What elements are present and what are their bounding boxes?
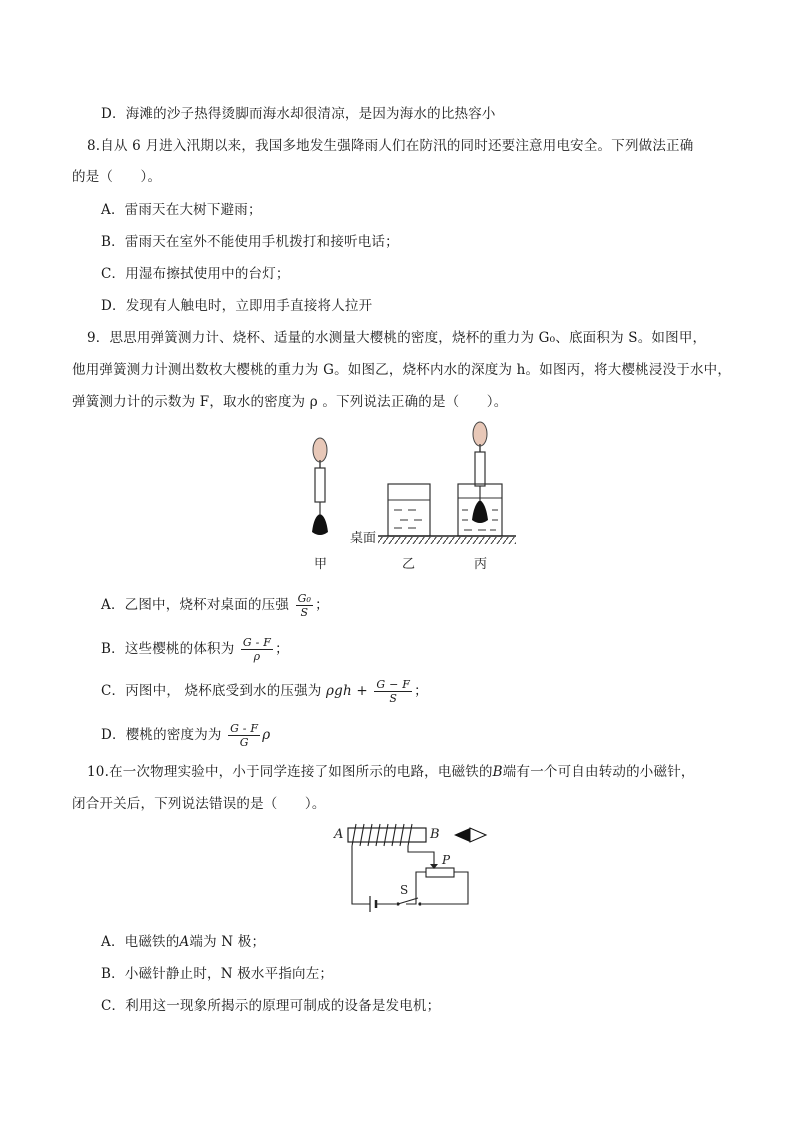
q10-circuit-figure bbox=[330, 820, 500, 916]
q9-a-den: S bbox=[300, 606, 309, 619]
q8-option-c: C．用湿布擦拭使用中的台灯； bbox=[101, 266, 290, 282]
q8-option-b: B．雷雨天在室外不能使用手机拨打和接听电话； bbox=[101, 234, 399, 250]
q9-d-text: D．樱桃的密度为为 bbox=[101, 727, 222, 743]
q9-stem-line1: 9．思思用弹簧测力计、烧杯、适量的水测量大樱桃的密度，烧杯的重力为 G₀、底面积为 S。如图甲， bbox=[87, 330, 707, 346]
q9-b-fraction bbox=[241, 636, 273, 663]
q9-d-fraction bbox=[228, 722, 260, 749]
q10-stem-line1 bbox=[87, 760, 695, 780]
rheostat bbox=[426, 868, 454, 877]
q9-option-a bbox=[101, 592, 329, 619]
q10-a-rest: 端为 N 极； bbox=[189, 934, 266, 950]
q9-c-den: S bbox=[389, 692, 398, 705]
q10-stem-c: 端有一个可自由转动的小磁针， bbox=[502, 764, 695, 780]
q9-a-post: ； bbox=[315, 597, 329, 613]
label-B: B bbox=[430, 827, 440, 842]
label-yi: 乙 bbox=[402, 557, 416, 572]
q9-figure bbox=[290, 420, 530, 580]
q9-b-num: G - F bbox=[242, 636, 272, 649]
q10-stem-line2: 闭合开关后，下列说法错误的是（ ）。 bbox=[72, 796, 326, 812]
q10-option-a bbox=[101, 930, 265, 950]
q9-b-den: ρ bbox=[253, 650, 261, 663]
q9-option-c bbox=[101, 678, 428, 705]
figure-bing-beaker-scale bbox=[458, 422, 502, 536]
figure-jia-scale bbox=[312, 438, 328, 535]
q10-a-letter: A bbox=[179, 934, 190, 950]
q9-c-text: C．丙图中， 烧杯底受到水的压强为 bbox=[101, 683, 322, 699]
q9-c-post: ； bbox=[414, 683, 428, 699]
q10-option-c: C．利用这一现象所揭示的原理可制成的设备是发电机； bbox=[101, 998, 441, 1014]
q9-d-post: ρ bbox=[262, 727, 271, 743]
q9-a-num: G₀ bbox=[297, 592, 312, 605]
q10-stem-b: B bbox=[492, 764, 503, 780]
q9-option-b bbox=[101, 636, 289, 663]
q9-option-d bbox=[101, 722, 270, 749]
q9-c-term: ρgh + bbox=[326, 683, 368, 699]
label-table: 桌面 bbox=[350, 531, 377, 546]
q9-b-text: B．这些樱桃的体积为 bbox=[101, 641, 235, 657]
q9-stem-line2: 他用弹簧测力计测出数枚大樱桃的重力为 G。如图乙，烧杯内水的深度为 h。如图丙，将大樱桃浸没于水中， bbox=[72, 362, 732, 378]
compass-needle-icon bbox=[454, 828, 486, 842]
label-P: P bbox=[442, 853, 451, 867]
label-bing: 丙 bbox=[474, 557, 488, 572]
q9-c-fraction bbox=[374, 678, 412, 705]
q9-stem-line3: 弹簧测力计的示数为 F，取水的密度为 ρ 。下列说法正确的是（ ）。 bbox=[72, 394, 508, 410]
q10-stem-a: 10.在一次物理实验中，小于同学连接了如图所示的电路，电磁铁的 bbox=[87, 764, 493, 780]
label-S: S bbox=[400, 883, 409, 897]
figure-yi-beaker bbox=[388, 484, 430, 536]
label-jia: 甲 bbox=[314, 557, 328, 572]
q9-a-fraction bbox=[296, 592, 314, 619]
q9-b-post: ； bbox=[275, 641, 289, 657]
q7-option-d: D．海滩的沙子热得烫脚而海水却很清凉，是因为海水的比热容小 bbox=[101, 106, 496, 122]
q8-stem-line1: 8.自从 6 月进入汛期以来，我国多地发生强降雨人们在防汛的同时还要注意用电安全。下列做法正确 bbox=[87, 138, 694, 154]
q8-option-d: D．发现有人触电时，立即用手直接将人拉开 bbox=[101, 298, 373, 314]
q10-a-text: A．电磁铁的 bbox=[101, 934, 180, 950]
q9-c-num: G − F bbox=[376, 678, 411, 691]
q9-a-text: A．乙图中，烧杯对桌面的压强 bbox=[101, 597, 290, 613]
q9-d-den: G bbox=[239, 736, 249, 749]
q8-stem-line2: 的是（ ）。 bbox=[72, 169, 162, 185]
q8-option-a: A．雷雨天在大树下避雨； bbox=[101, 202, 262, 218]
q9-d-num: G - F bbox=[230, 722, 259, 735]
label-A: A bbox=[334, 827, 344, 842]
q10-option-b: B．小磁针静止时，N 极水平指向左； bbox=[101, 966, 334, 982]
